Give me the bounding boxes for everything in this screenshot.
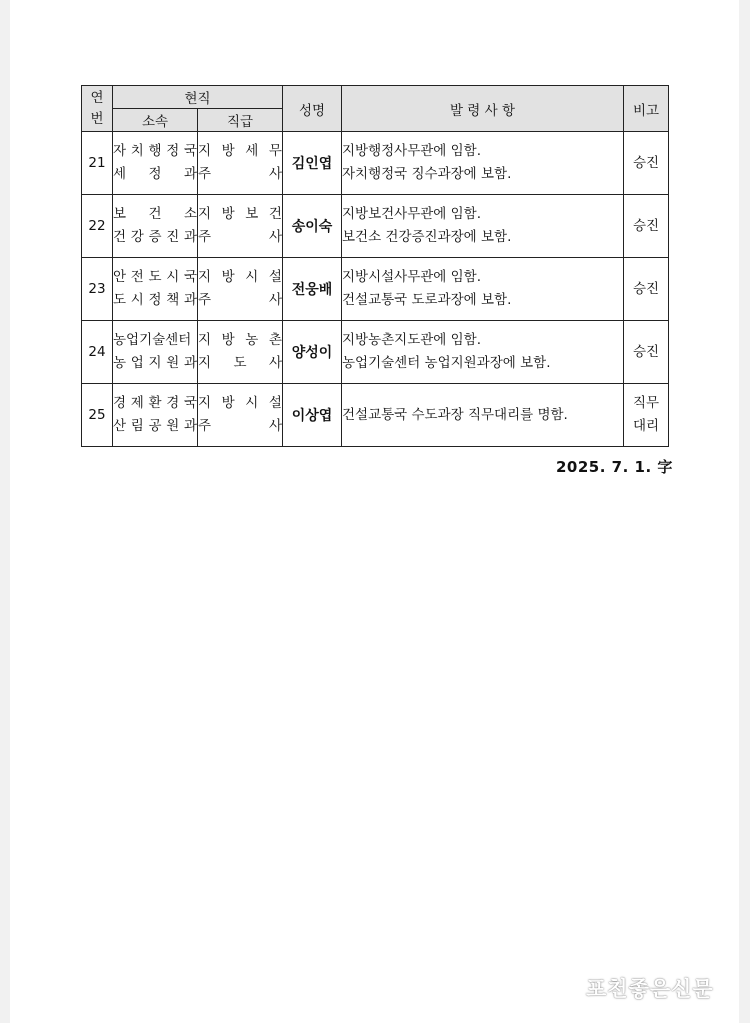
affiliation-line <box>113 266 197 289</box>
affiliation-char: 과 <box>183 355 197 371</box>
rank-char: 사 <box>268 229 282 245</box>
rank-char: 주 <box>198 166 212 182</box>
row-affiliation <box>113 258 198 321</box>
affiliation-char: 강 <box>130 229 144 245</box>
rank-char: 주 <box>198 418 212 434</box>
affiliation-line <box>113 289 197 312</box>
affiliation-char: 증 <box>148 229 162 245</box>
affiliation-char: 도 <box>148 269 162 285</box>
rank-char: 설 <box>268 395 282 411</box>
row-affiliation <box>113 384 198 447</box>
rank-char: 지 <box>198 269 212 285</box>
header-affiliation: 소속 <box>113 109 198 132</box>
row-note <box>624 258 669 321</box>
rank-line <box>198 266 282 289</box>
rank-char: 보 <box>245 206 259 222</box>
affiliation-char: 전 <box>130 269 144 285</box>
document-page <box>10 0 739 1023</box>
issue-date: 2025. 7. 1. 字 <box>556 458 673 476</box>
row-number: 23 <box>82 258 113 321</box>
order-line: 보건소 건강증진과장에 보함. <box>342 229 512 245</box>
rank-char: 무 <box>268 143 282 159</box>
affiliation-char: 지 <box>148 355 162 371</box>
row-rank <box>198 384 283 447</box>
affiliation-char: 원 <box>166 418 180 434</box>
affiliation-char: 환 <box>148 395 162 411</box>
note-line: 대리 <box>632 418 660 434</box>
affiliation-char: 국 <box>183 395 197 411</box>
row-order <box>342 321 624 384</box>
rank-char: 방 <box>221 206 235 222</box>
row-note <box>624 321 669 384</box>
affiliation-char: 업 <box>130 355 144 371</box>
affiliation-char: 제 <box>130 395 144 411</box>
affiliation-char: 경 <box>166 395 180 411</box>
rank-char: 주 <box>198 292 212 308</box>
note-line: 승진 <box>632 280 660 297</box>
rank-line <box>198 289 282 312</box>
affiliation-char: 산 <box>113 418 127 434</box>
rank-char: 농 <box>245 332 259 348</box>
header-order: 발 령 사 항 <box>342 86 624 132</box>
order-line: 건설교통국 도로과장에 보함. <box>342 292 512 308</box>
affiliation-char: 행 <box>148 143 162 159</box>
affiliation-char: 과 <box>183 418 197 434</box>
note-line: 직무 <box>632 395 660 411</box>
affiliation-line <box>113 415 197 438</box>
rank-char: 사 <box>268 418 282 434</box>
affiliation-char: 과 <box>183 229 197 245</box>
row-number: 21 <box>82 132 113 195</box>
rank-char: 방 <box>221 395 235 411</box>
affiliation-char: 경 <box>113 395 127 411</box>
header-name: 성명 <box>283 86 342 132</box>
rank-char: 시 <box>245 269 259 285</box>
rank-char: 지 <box>198 143 212 159</box>
affiliation-char: 정 <box>148 292 162 308</box>
header-number <box>82 86 113 132</box>
rank-char: 주 <box>198 229 212 245</box>
row-person-name: 김인엽 <box>283 132 342 195</box>
order-line: 지방시설사무관에 임함. <box>342 269 481 285</box>
rank-char: 방 <box>221 143 235 159</box>
rank-line <box>198 163 282 186</box>
row-number: 22 <box>82 195 113 258</box>
header-number-top: 연 <box>90 89 104 106</box>
row-rank <box>198 195 283 258</box>
row-number: 24 <box>82 321 113 384</box>
affiliation-char: 시 <box>166 269 180 285</box>
row-note <box>624 195 669 258</box>
rank-char: 지 <box>198 332 212 348</box>
affiliation-line <box>113 226 197 249</box>
affiliation-char: 책 <box>166 292 180 308</box>
affiliation-char: 원 <box>166 355 180 371</box>
affiliation-char: 림 <box>130 418 144 434</box>
note-line: 승진 <box>632 343 660 360</box>
header-rank: 직급 <box>198 109 283 132</box>
rank-line <box>198 329 282 352</box>
rank-char: 촌 <box>268 332 282 348</box>
order-line: 지방보건사무관에 임함. <box>342 206 481 222</box>
rank-line <box>198 352 282 375</box>
affiliation-char: 공 <box>148 418 162 434</box>
affiliation-char: 건 <box>148 206 162 222</box>
rank-char: 건 <box>268 206 282 222</box>
affiliation-line <box>113 352 197 375</box>
row-person-name: 이상엽 <box>283 384 342 447</box>
affiliation-char: 과 <box>183 166 197 182</box>
rank-char: 시 <box>245 395 259 411</box>
rank-char: 사 <box>268 166 282 182</box>
rank-char: 설 <box>268 269 282 285</box>
row-order <box>342 258 624 321</box>
affiliation-char: 소 <box>183 206 197 222</box>
order-line: 건설교통국 수도과장 직무대리를 명함. <box>342 406 568 423</box>
row-affiliation <box>113 321 198 384</box>
affiliation-line <box>113 392 197 415</box>
rank-line <box>198 392 282 415</box>
rank-char: 방 <box>221 269 235 285</box>
affiliation-char: 정 <box>148 166 162 182</box>
table-row <box>82 132 669 195</box>
affiliation-char: 세 <box>113 166 127 182</box>
row-rank <box>198 132 283 195</box>
affiliation-char: 건 <box>113 229 127 245</box>
rank-char: 지 <box>198 206 212 222</box>
header-current-position: 현직 <box>113 86 283 109</box>
affiliation-char: 농업기술센터 <box>113 332 192 348</box>
affiliation-line <box>113 203 197 226</box>
table-row <box>82 258 669 321</box>
row-rank <box>198 258 283 321</box>
table-row <box>82 384 669 447</box>
affiliation-char: 과 <box>183 292 197 308</box>
rank-char: 지 <box>198 355 212 371</box>
row-number: 25 <box>82 384 113 447</box>
affiliation-line <box>113 163 197 186</box>
rank-line <box>198 140 282 163</box>
rank-char: 지 <box>198 395 212 411</box>
row-order <box>342 195 624 258</box>
rank-char: 도 <box>233 355 247 371</box>
affiliation-char: 진 <box>166 229 180 245</box>
table-header <box>82 86 669 132</box>
affiliation-char: 정 <box>166 143 180 159</box>
affiliation-char: 국 <box>183 269 197 285</box>
affiliation-char: 도 <box>113 292 127 308</box>
affiliation-char: 시 <box>130 292 144 308</box>
rank-char: 방 <box>221 332 235 348</box>
affiliation-char: 안 <box>113 269 127 285</box>
affiliation-char: 치 <box>130 143 144 159</box>
row-note <box>624 132 669 195</box>
row-affiliation <box>113 195 198 258</box>
table-row <box>82 195 669 258</box>
order-line: 지방농촌지도관에 임함. <box>342 332 481 348</box>
affiliation-char: 보 <box>113 206 127 222</box>
table-body <box>82 132 669 447</box>
affiliation-char: 농 <box>113 355 127 371</box>
affiliation-char: 자 <box>113 143 127 159</box>
affiliation-line <box>113 140 197 163</box>
row-order <box>342 132 624 195</box>
row-person-name: 전웅배 <box>283 258 342 321</box>
personnel-order-table <box>81 85 669 447</box>
watermark-logo: 포천좋은신문 <box>586 977 714 1001</box>
header-note: 비고 <box>624 86 669 132</box>
row-affiliation <box>113 132 198 195</box>
affiliation-char: 국 <box>183 143 197 159</box>
row-note <box>624 384 669 447</box>
rank-line <box>198 203 282 226</box>
rank-char: 사 <box>268 292 282 308</box>
order-line: 농업기술센터 농업지원과장에 보함. <box>342 355 551 371</box>
rank-line <box>198 226 282 249</box>
row-rank <box>198 321 283 384</box>
order-line: 자치행정국 징수과장에 보함. <box>342 166 512 182</box>
rank-char: 사 <box>268 355 282 371</box>
order-line: 지방행정사무관에 임함. <box>342 143 481 159</box>
header-number-bottom: 번 <box>90 110 104 127</box>
note-line: 승진 <box>632 154 660 171</box>
rank-char: 세 <box>245 143 259 159</box>
row-order <box>342 384 624 447</box>
row-person-name: 양성이 <box>283 321 342 384</box>
row-person-name: 송이숙 <box>283 195 342 258</box>
note-line: 승진 <box>632 217 660 234</box>
table-row <box>82 321 669 384</box>
affiliation-line <box>113 329 197 352</box>
rank-line <box>198 415 282 438</box>
